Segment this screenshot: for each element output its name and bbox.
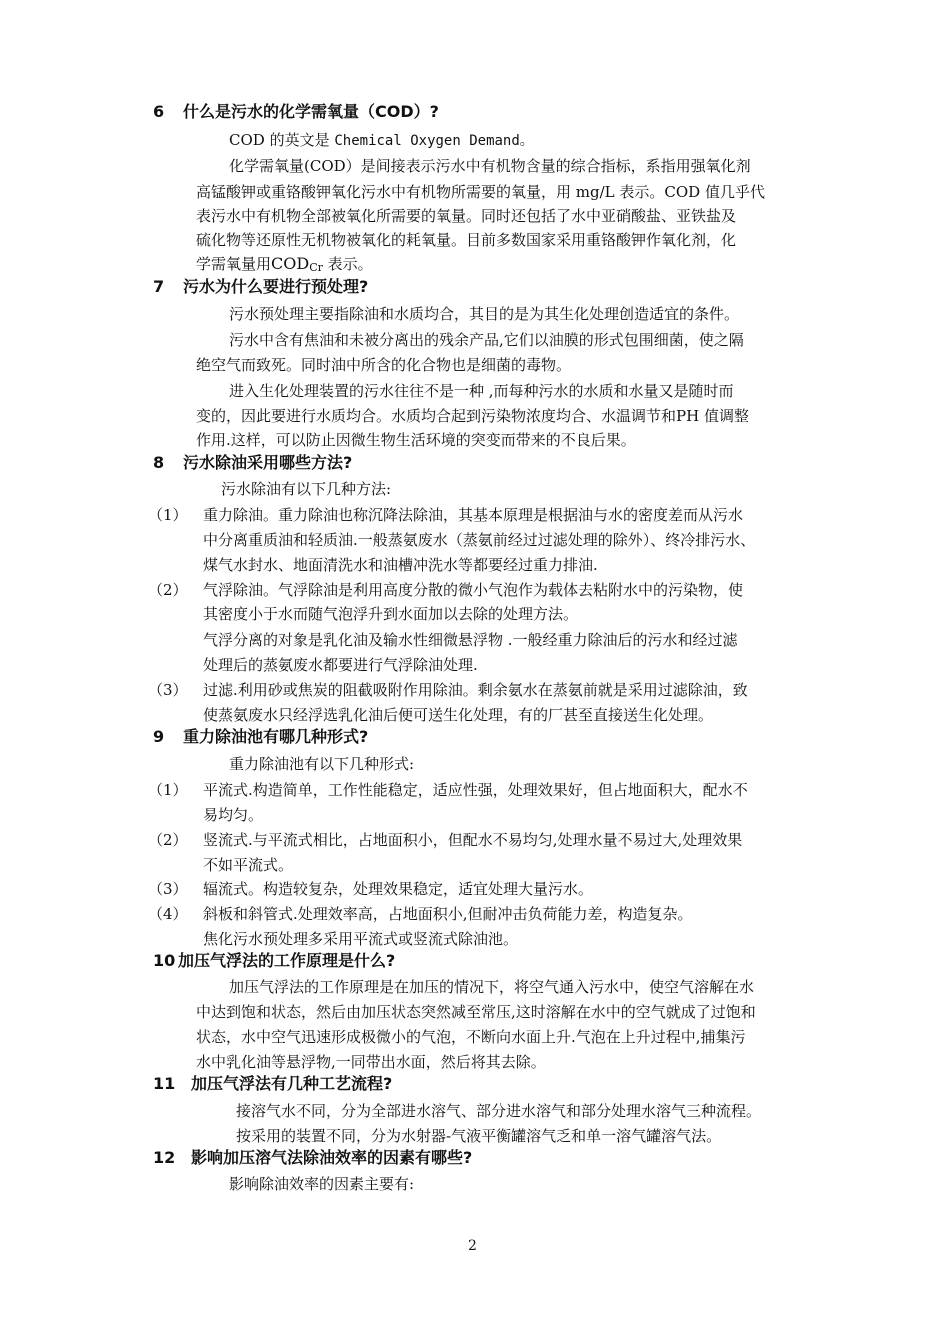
heading-number: 11	[153, 1074, 176, 1093]
q12-intro: 影响除油效率的因素主要有:	[229, 1175, 415, 1193]
heading-number: 12	[153, 1148, 176, 1167]
list-item-line: 气浮除油。气浮除油是利用高度分散的微小气泡作为载体去粘附水中的污染物，使	[203, 581, 744, 599]
list-marker: （2）	[148, 581, 188, 599]
heading-q8	[153, 453, 352, 473]
heading-q6	[153, 102, 439, 122]
q6-line-last	[196, 254, 373, 278]
heading-q11	[153, 1074, 392, 1094]
q6-text: 表示。	[327, 255, 373, 273]
heading-title: 什么是污水的化学需氧量（COD）?	[183, 102, 439, 121]
heading-title: 加压气浮法有几种工艺流程?	[191, 1074, 393, 1093]
list-item-line: 气浮分离的对象是乳化油及输水性细微悬浮物 .一般经重力除油后的污水和经过滤	[203, 631, 738, 649]
heading-number: 8	[153, 453, 165, 472]
heading-title: 重力除油池有哪几种形式?	[183, 727, 369, 746]
q10-line: 水中乳化油等悬浮物,一同带出水面，然后将其去除。	[196, 1053, 546, 1071]
list-item-line: 易均匀。	[203, 806, 264, 824]
heading-number: 10	[153, 951, 176, 970]
list-item-line: 处理后的蒸氨废水都要进行气浮除油处理.	[203, 656, 478, 674]
list-item-line: 使蒸氨废水只经浮选乳化油后便可送生化处理，有的厂甚至直接送生化处理。	[203, 706, 714, 724]
q6-line: 高锰酸钾或重铬酸钾氧化污水中有机物所需要的氧量，用 mg/L 表示。COD 值几乎代	[196, 183, 765, 201]
q9-outro: 焦化污水预处理多采用平流式或竖流式除油池。	[203, 930, 519, 948]
list-item-line: 竖流式.与平流式相比，占地面积小，但配水不易均匀,处理水量不易过大,处理效果	[203, 831, 743, 849]
q6-line: 表污水中有机物全部被氧化所需要的氧量。同时还包括了水中亚硝酸盐、亚铁盐及	[196, 207, 737, 225]
q6-line: 硫化物等还原性无机物被氧化的耗氧量。目前多数国家采用重铬酸钾作氧化剂，化	[196, 231, 737, 249]
q7-line: 污水中含有焦油和未被分离出的残余产品,它们以油膜的形式包围细菌，使之隔	[229, 331, 744, 349]
list-item-line: 煤气水封水、地面清洗水和油槽冲洗水等都要经过重力排油.	[203, 556, 598, 574]
list-marker: （3）	[148, 880, 188, 898]
q10-line: 状态，水中空气迅速形成极微小的气泡，不断向水面上升.气泡在上升过程中,捕集污	[196, 1028, 746, 1046]
list-item-line: 平流式.构造简单，工作性能稳定，适应性强，处理效果好，但占地面积大，配水不	[203, 781, 748, 799]
q7-line: 污水预处理主要指除油和水质均合，其目的是为其生化处理创造适宜的条件。	[229, 305, 740, 323]
heading-title: 污水除油采用哪些方法?	[183, 453, 353, 472]
q6-text: 学需氧量用	[196, 255, 272, 273]
heading-title: 影响加压溶气法除油效率的因素有哪些?	[191, 1148, 473, 1167]
heading-q7	[153, 277, 368, 297]
q6-text: COD 的英文是	[229, 131, 330, 149]
list-item-line: 其密度小于水而随气泡浮升到水面加以去除的处理方法。	[203, 605, 579, 623]
q10-line: 中达到饱和状态，然后由加压状态突然减至常压,这时溶解在水中的空气就成了过饱和	[196, 1003, 756, 1021]
q6-line: 化学需氧量(COD）是间接表示污水中有机物含量的综合指标，系指用强氧化剂	[229, 157, 751, 175]
q7-line: 变的，因此要进行水质均合。水质均合起到污染物浓度均合、水温调节和PH 值调整	[196, 407, 749, 425]
list-item-line: 不如平流式。	[203, 856, 294, 874]
heading-q12	[153, 1148, 472, 1168]
q8-intro: 污水除油有以下几种方法:	[221, 480, 392, 498]
heading-q9	[153, 727, 368, 747]
list-item-line: 重力除油。重力除油也称沉降法除油，其基本原理是根据油与水的密度差而从污水	[203, 506, 744, 524]
list-marker: （1）	[148, 506, 188, 524]
q6-paragraph-1	[229, 130, 534, 151]
list-item-line: 斜板和斜管式.处理效率高，占地面积小,但耐冲击负荷能力差，构造复杂。	[203, 905, 693, 923]
q7-line: 作用.这样，可以防止因微生物生活环境的突变而带来的不良后果。	[196, 431, 636, 449]
cod-subscript: Cr	[309, 261, 323, 274]
q7-line: 进入生化处理装置的污水往往不是一种 ,而每种污水的水质和水量又是随时而	[229, 382, 734, 400]
heading-number: 6	[153, 102, 165, 121]
q9-intro: 重力除油池有以下几种形式:	[229, 755, 415, 773]
list-marker: （3）	[148, 681, 188, 699]
heading-number: 7	[153, 277, 165, 296]
q6-english-term: Chemical Oxygen Demand。	[334, 133, 534, 149]
heading-title: 加压气浮法的工作原理是什么?	[178, 951, 396, 970]
q11-line: 按采用的装置不同，分为水射器-气液平衡罐溶气乏和单一溶气罐溶气法。	[236, 1127, 722, 1145]
heading-q10	[153, 951, 395, 971]
list-marker: （2）	[148, 831, 188, 849]
heading-title: 污水为什么要进行预处理?	[183, 277, 369, 296]
cod-symbol: COD	[271, 254, 310, 273]
page-number: 2	[468, 1238, 477, 1254]
list-item-line: 中分离重质油和轻质油.一般蒸氨废水（蒸氨前经过过滤处理的除外）、终冷排污水、	[203, 531, 756, 549]
heading-number: 9	[153, 727, 165, 746]
list-item-line: 辐流式。构造较复杂，处理效果稳定，适宜处理大量污水。	[203, 880, 594, 898]
list-marker: （1）	[148, 781, 188, 799]
q11-line: 接溶气水不同，分为全部进水溶气、部分进水溶气和部分处理水溶气三种流程。	[236, 1102, 762, 1120]
q10-line: 加压气浮法的工作原理是在加压的情况下，将空气通入污水中，使空气溶解在水	[229, 978, 755, 996]
q7-line: 绝空气而致死。同时油中所含的化合物也是细菌的毒物。	[196, 356, 572, 374]
list-item-line: 过滤.利用砂或焦炭的阻截吸附作用除油。剩余氨水在蒸氨前就是采用过滤除油，致	[203, 681, 748, 699]
list-marker: （4）	[148, 905, 188, 923]
